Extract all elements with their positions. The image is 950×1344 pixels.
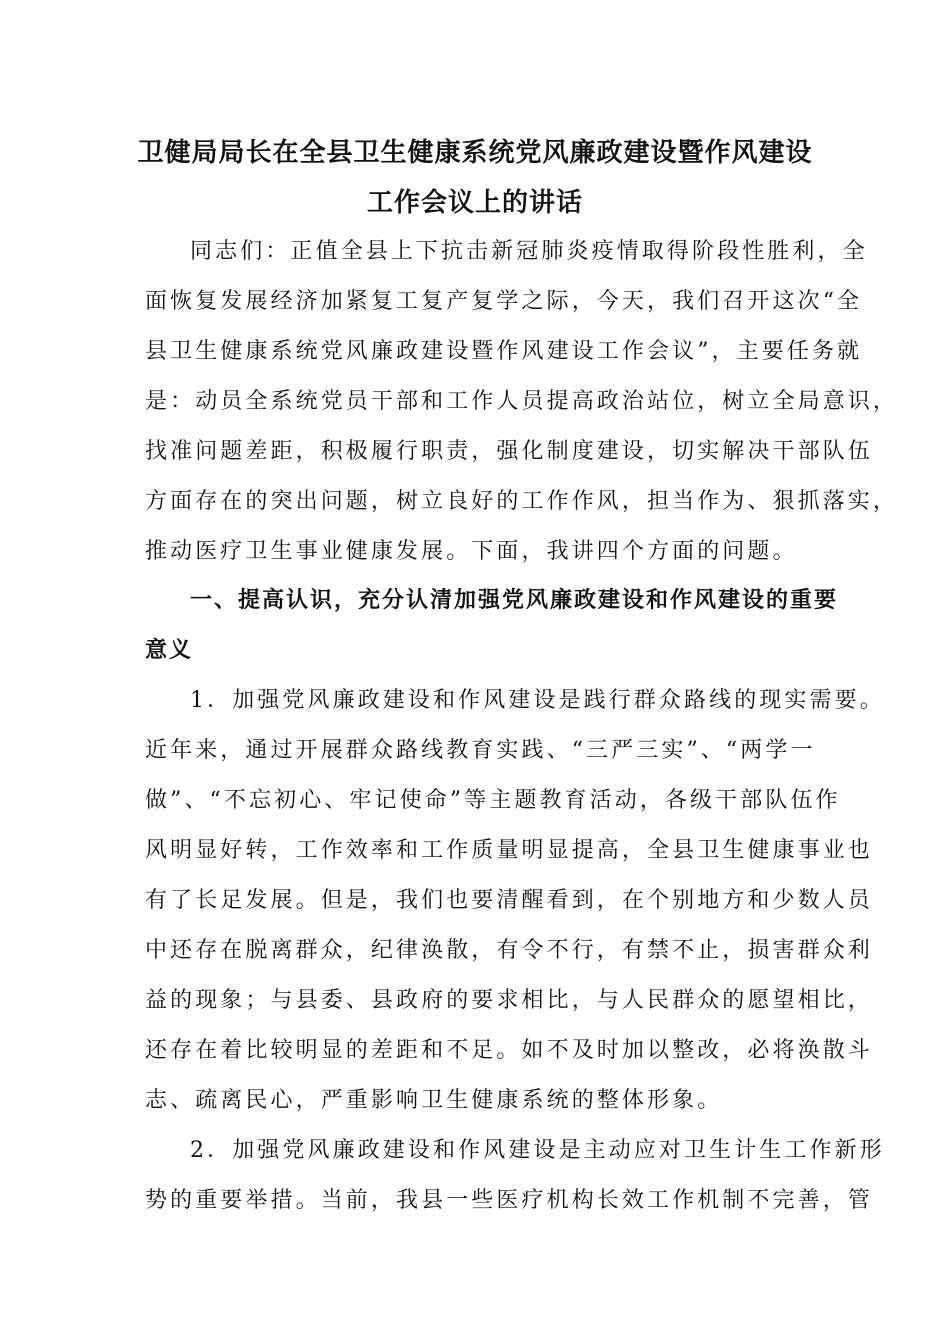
intro-line: 同志们：正值全县上下抗击新冠肺炎疫情取得阶段性胜利，全 <box>190 239 868 264</box>
paragraph-1-line: 还存在着比较明显的差距和不足。如不及时加以整改，必将涣散斗 <box>145 1038 873 1063</box>
document-title-line-1: 卫健局局长在全县卫生健康系统党风廉政建设暨作风建设 <box>137 138 813 168</box>
intro-line: 县卫生健康系统党风廉政建设暨作风建设工作会议”，主要任务就 <box>145 339 863 364</box>
paragraph-1-line: 志、疏离民心，严重影响卫生健康系统的整体形象。 <box>145 1088 723 1113</box>
paragraph-1-line: 中还存在脱离群众，纪律涣散，有令不行，有禁不止，损害群众利 <box>145 938 873 963</box>
paragraph-1-line: 有了长足发展。但是，我们也要清醒看到，在个别地方和少数人员 <box>145 888 873 913</box>
intro-line: 方面存在的突出问题，树立良好的工作作风，担当作为、狠抓落实， <box>145 489 899 514</box>
section-heading-1: 一、提高认识，充分认清加强党风廉政建设和作风建设的重要 <box>190 588 839 613</box>
section-heading-1-continued: 意义 <box>145 638 194 663</box>
paragraph-1-line: 益的现象；与县委、县政府的要求相比，与人民群众的愿望相比， <box>145 988 873 1013</box>
intro-line: 找准问题差距，积极履行职责，强化制度建设，切实解决干部队伍 <box>145 439 873 464</box>
paragraph-2-line: 2．加强党风廉政建设和作风建设是主动应对卫生计生工作新形 <box>190 1138 885 1163</box>
paragraph-1-line: 1．加强党风廉政建设和作风建设是践行群众路线的现实需要。 <box>190 688 885 713</box>
document-title-line-2: 工作会议上的讲话 <box>366 188 583 218</box>
paragraph-1-line: 近年来，通过开展群众路线教育实践、“三严三实”、“两学一 <box>145 738 816 763</box>
intro-line: 推动医疗卫生事业健康发展。下面，我讲四个方面的问题。 <box>145 539 798 564</box>
intro-line: 是：动员全系统党员干部和工作人员提高政治站位，树立全局意识， <box>145 389 899 414</box>
paragraph-1-line: 做”、“不忘初心、牢记使命”等主题教育活动，各级干部队伍作 <box>145 788 841 813</box>
intro-line: 面恢复发展经济加紧复工复产复学之际，今天，我们召开这次“全 <box>145 289 863 314</box>
paragraph-2-line: 势的重要举措。当前，我县一些医疗机构长效工作机制不完善，管 <box>145 1188 873 1213</box>
paragraph-1-line: 风明显好转，工作效率和工作质量明显提高，全县卫生健康事业也 <box>145 838 873 863</box>
